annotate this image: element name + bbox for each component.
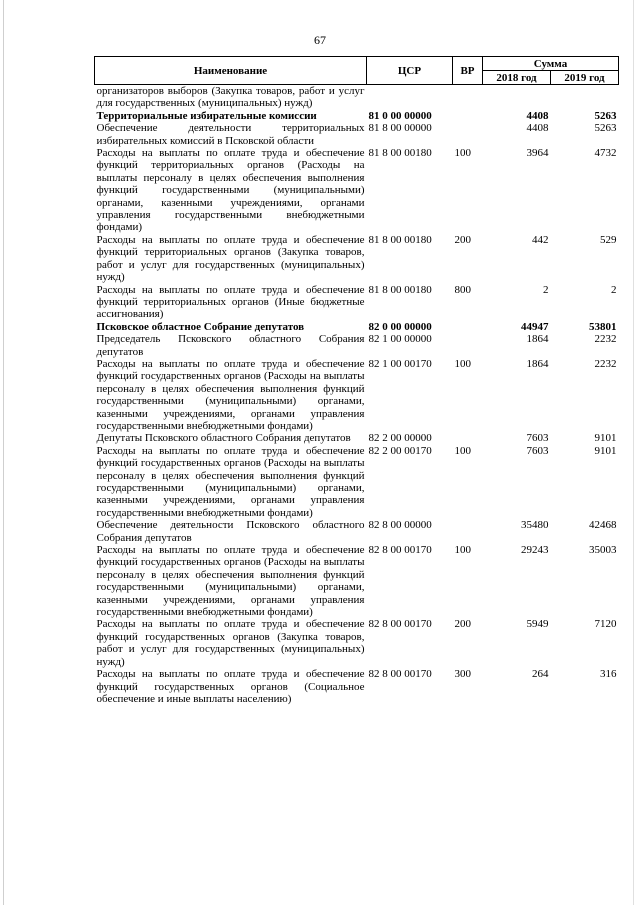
row-sum-2019: 42468 — [589, 519, 617, 532]
header-sum: Сумма — [483, 57, 619, 71]
row-csr-code: 82 8 00 00000 — [368, 519, 432, 532]
row-sum-2019: 35003 — [589, 544, 617, 557]
row-name: Псковское областное Собрание депутатов — [96, 320, 305, 333]
row-csr-code — [367, 85, 453, 110]
row-csr-code: 82 8 00 00170 — [368, 668, 432, 681]
row-sum-2019: 316 — [600, 668, 617, 681]
row-csr-code: 82 8 00 00170 — [368, 618, 432, 631]
table-row — [95, 544, 619, 618]
scan-edge-right — [633, 0, 634, 905]
row-sum-2019: 4732 — [594, 147, 617, 160]
row-sum-2018: 4408 — [526, 122, 549, 135]
row-vr-code: 200 — [454, 233, 471, 246]
row-vr-code — [453, 85, 483, 110]
table-row — [95, 668, 619, 705]
row-csr-code: 82 2 00 00000 — [368, 432, 432, 445]
table-row — [95, 147, 619, 234]
row-sum-2018: 264 — [532, 668, 549, 681]
table-row — [95, 618, 619, 668]
row-sum-2018: 1864 — [526, 333, 549, 346]
row-vr-code: 300 — [454, 668, 471, 681]
budget-table — [94, 56, 619, 705]
row-sum-2018: 7603 — [526, 432, 549, 445]
row-csr-code: 82 0 00 00000 — [368, 320, 432, 333]
row-sum-2018 — [483, 85, 551, 110]
row-vr-code — [453, 321, 483, 333]
row-sum-2019: 529 — [600, 233, 617, 246]
row-csr-code: 81 8 00 00180 — [368, 283, 432, 296]
row-csr-code: 81 8 00 00180 — [368, 147, 432, 160]
row-name: Территориальные избирательные комиссии — [96, 109, 317, 122]
table-row — [95, 519, 619, 544]
table-row — [95, 358, 619, 432]
row-name: Расходы на выплаты по оплате труда и обеспечение функций государственных органов (Расходы на выплаты персоналу в целях обеспечения выполнения функций государственными (муниципальными) органами, казенными учреждениями, органами управления государственными внебюджетными фондами) — [96, 444, 365, 519]
table-row — [95, 321, 619, 333]
row-csr-code: 81 8 00 00000 — [368, 122, 432, 135]
row-name: Расходы на выплаты по оплате труда и обеспечение функций государственных органов (Расходы на выплаты персоналу в целях обеспечения выполнения функций государственными (муниципальными) органами, казенными учреждениями, органами управления государственными внебюджетными фондами) — [96, 357, 365, 432]
budget-sheet — [94, 56, 618, 705]
table-row — [95, 85, 619, 110]
row-vr-code: 100 — [454, 444, 471, 457]
row-csr-code: 82 1 00 00170 — [368, 357, 432, 370]
row-name: Расходы на выплаты по оплате труда и обеспечение функций территориальных органов (Закупка товаров, работ и услуг для государственных (муниципальных) нужд) — [96, 233, 365, 284]
row-sum-2019 — [551, 85, 619, 110]
row-csr-code: 82 1 00 00000 — [368, 333, 432, 346]
row-name: Расходы на выплаты по оплате труда и обеспечение функций территориальных органов (Иные бюджетные ассигнования) — [96, 283, 365, 321]
table-header — [95, 57, 619, 85]
row-name: Председатель Псковского областного Собрания депутатов — [96, 333, 365, 358]
row-sum-2018: 29243 — [521, 544, 549, 557]
row-vr-code — [453, 122, 483, 147]
row-sum-2018: 1864 — [526, 357, 549, 370]
table-row — [95, 445, 619, 519]
row-sum-2019: 2232 — [594, 357, 617, 370]
row-sum-2018: 44947 — [521, 320, 549, 333]
row-csr-code: 81 8 00 00180 — [368, 233, 432, 246]
row-sum-2019: 7120 — [594, 618, 617, 631]
table-row — [95, 284, 619, 321]
row-name: Расходы на выплаты по оплате труда и обеспечение функций территориальных органов (Расходы на выплаты персоналу в целях обеспечения выполнения функций государственными (муниципальными) органами, казенными учреждениями, органами управления государственными внебюджетными фондами) — [96, 147, 365, 234]
row-sum-2019: 9101 — [594, 444, 617, 457]
table-row — [95, 234, 619, 284]
table-row — [95, 110, 619, 122]
table-row — [95, 122, 619, 147]
row-name: Расходы на выплаты по оплате труда и обеспечение функций государственных органов (Расходы на выплаты персоналу в целях обеспечения выполнения функций государственными (муниципальными) органами, казенными учреждениями, органами управления государственными внебюджетными фондами) — [96, 544, 365, 619]
header-csr: ЦСР — [367, 57, 453, 85]
row-vr-code: 800 — [454, 283, 471, 296]
header-year-2018: 2018 год — [483, 71, 551, 85]
row-sum-2018: 5949 — [526, 618, 549, 631]
row-sum-2018: 3964 — [526, 147, 549, 160]
row-vr-code: 100 — [454, 147, 471, 160]
row-vr-code: 100 — [454, 357, 471, 370]
row-sum-2018: 442 — [532, 233, 549, 246]
row-sum-2019: 5263 — [594, 122, 617, 135]
row-sum-2018: 2 — [543, 283, 549, 296]
row-csr-code: 82 2 00 00170 — [368, 444, 432, 457]
row-sum-2019: 2232 — [594, 333, 617, 346]
header-year-2019: 2019 год — [551, 71, 619, 85]
table-row — [95, 432, 619, 444]
row-vr-code: 200 — [454, 618, 471, 631]
row-name: Расходы на выплаты по оплате труда и обеспечение функций государственных органов (Закупка товаров, работ и услуг для государственных (муниципальных) нужд) — [96, 618, 365, 668]
header-name: Наименование — [95, 57, 367, 85]
table-row — [95, 333, 619, 358]
row-sum-2018: 7603 — [526, 444, 549, 457]
row-sum-2019: 5263 — [594, 109, 617, 122]
row-sum-2018: 4408 — [526, 109, 549, 122]
row-sum-2019: 53801 — [589, 320, 617, 333]
row-sum-2019: 2 — [611, 283, 617, 296]
table-body — [95, 85, 619, 706]
row-vr-code — [453, 519, 483, 544]
row-sum-2019: 9101 — [594, 432, 617, 445]
row-vr-code — [453, 110, 483, 122]
row-sum-2018: 35480 — [521, 519, 549, 532]
row-name: Депутаты Псковского областного Собрания депутатов — [96, 432, 351, 445]
row-name: Обеспечение деятельности территориальных избирательных комиссий в Псковской области — [96, 122, 365, 147]
row-name: Обеспечение деятельности Псковского областного Собрания депутатов — [96, 519, 365, 544]
page-number: 67 — [314, 33, 326, 47]
row-vr-code — [453, 432, 483, 444]
row-vr-code: 100 — [454, 544, 471, 557]
row-csr-code: 81 0 00 00000 — [368, 109, 432, 122]
row-name: Расходы на выплаты по оплате труда и обеспечение функций государственных органов (Социальное обеспечение и иные выплаты населению) — [96, 668, 365, 705]
row-name: организаторов выборов (Закупка товаров, работ и услуг для государственных (муниципальных) нужд) — [96, 85, 365, 110]
row-vr-code — [453, 333, 483, 358]
scan-edge-left — [3, 0, 4, 905]
header-vr: ВР — [453, 57, 483, 85]
row-csr-code: 82 8 00 00170 — [368, 544, 432, 557]
